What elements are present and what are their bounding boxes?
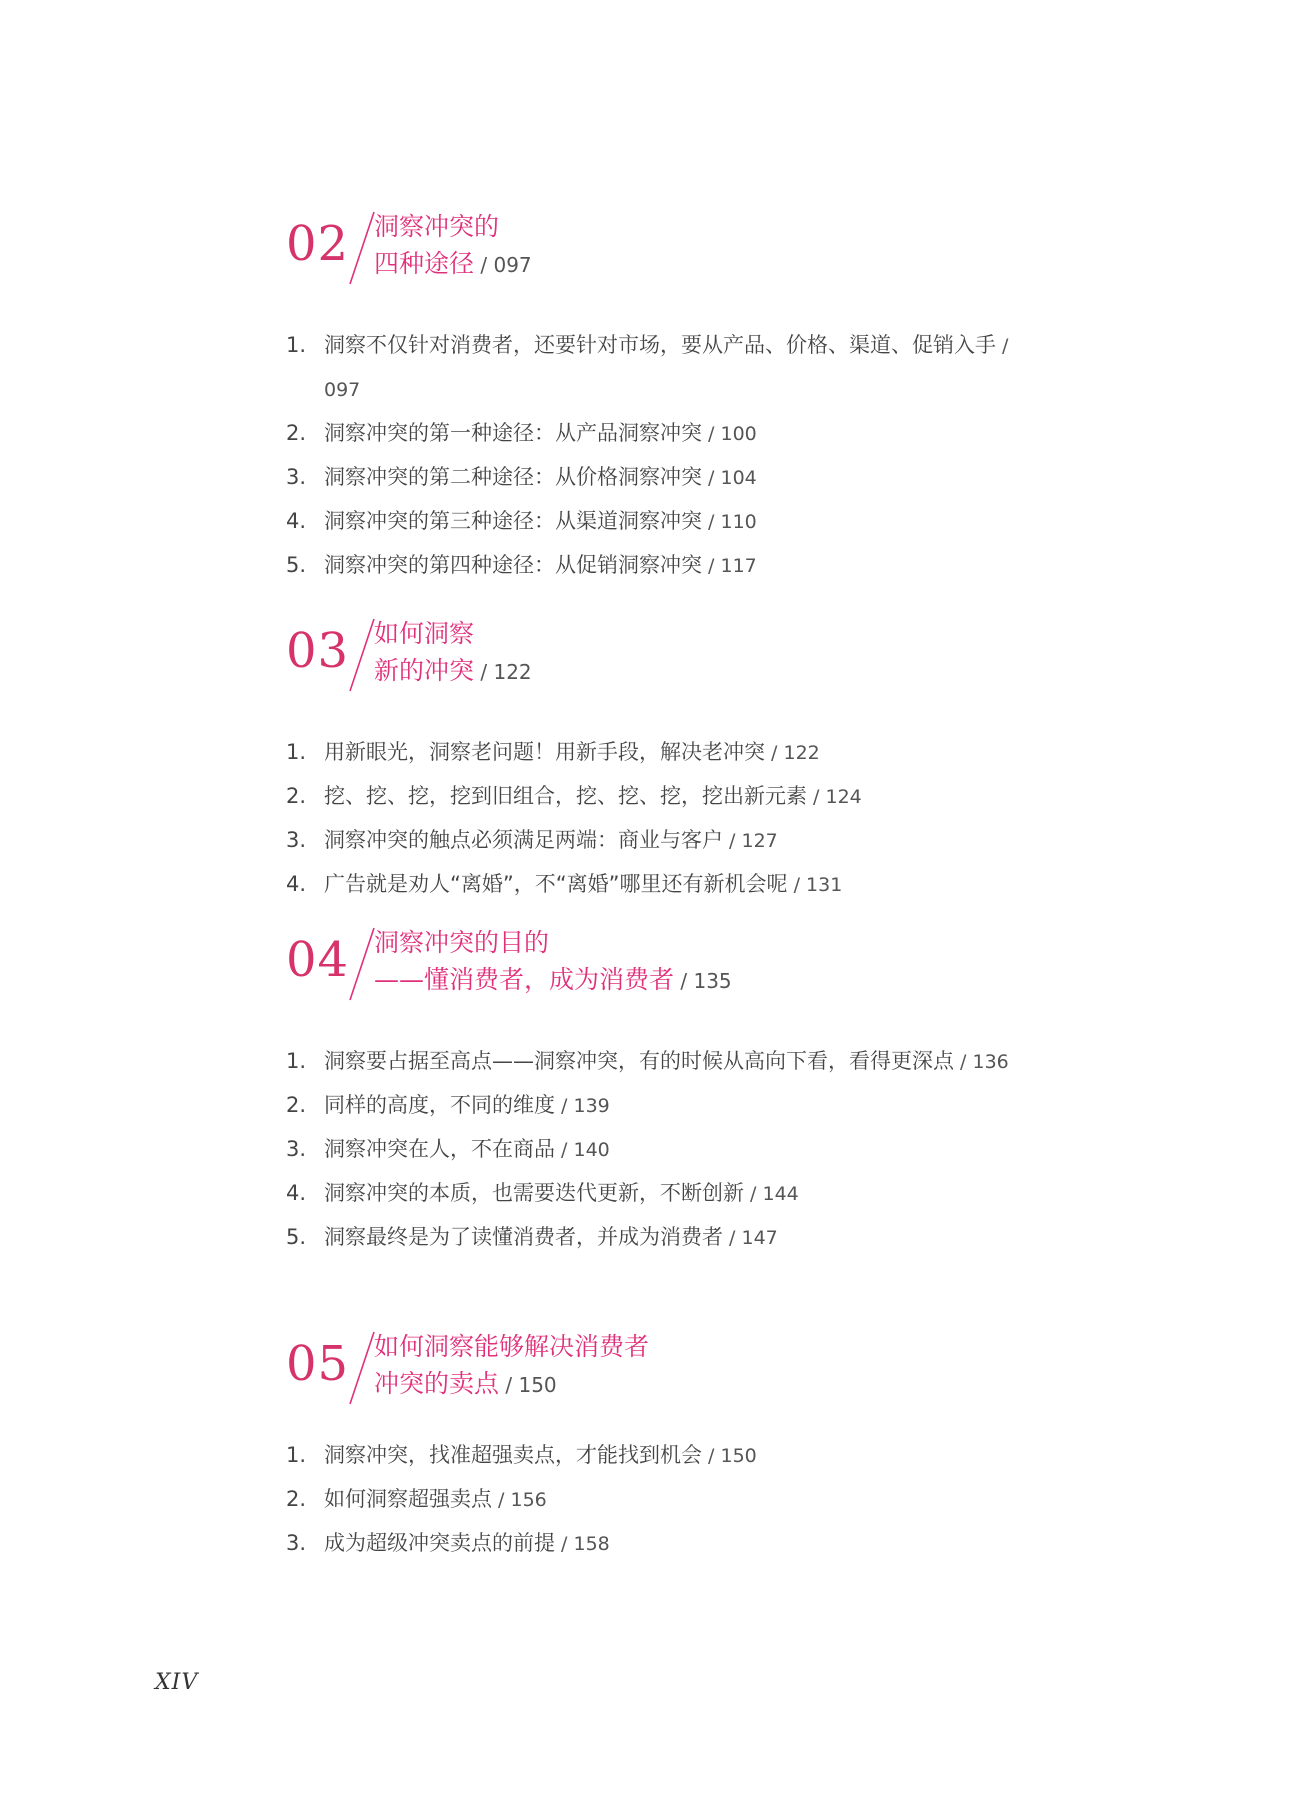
item-number: 2. [286, 1093, 307, 1117]
item-number: 2. [286, 1487, 307, 1511]
item-number: 4. [286, 872, 307, 896]
slash-divider-icon [348, 210, 376, 286]
section-heading [286, 615, 1046, 701]
section-page-number: / 150 [499, 1373, 557, 1397]
toc-item[interactable] [286, 324, 1046, 412]
item-page: / 117 [702, 555, 757, 577]
item-page: / 156 [492, 1489, 547, 1511]
section-title [374, 615, 532, 691]
item-page: / 158 [555, 1533, 610, 1555]
item-number: 3. [286, 828, 307, 852]
item-number: 2. [286, 421, 307, 445]
item-page: / 150 [702, 1445, 757, 1467]
item-number: 4. [286, 509, 307, 533]
item-title: 用新眼光，洞察老问题！用新手段，解决老冲突 [324, 740, 765, 764]
item-title: 如何洞察超强卖点 [324, 1487, 492, 1511]
section-title-line2: 冲突的卖点 [374, 1369, 500, 1398]
item-title: 洞察冲突，找准超强卖点，才能找到机会 [324, 1443, 702, 1467]
item-title: 洞察不仅针对消费者，还要针对市场，要从产品、价格、渠道、促销入手 [324, 333, 996, 357]
item-number: 3. [286, 465, 307, 489]
section-heading [286, 208, 1046, 294]
toc-item[interactable] [286, 1216, 1046, 1260]
toc-item[interactable] [286, 775, 1046, 819]
section-number: 02 [286, 216, 350, 272]
toc-item-list [286, 1040, 1046, 1260]
toc-item[interactable] [286, 412, 1046, 456]
section-title-line1: 洞察冲突的 [374, 212, 500, 241]
toc-item[interactable] [286, 819, 1046, 863]
item-page: / 100 [702, 423, 757, 445]
item-number: 2. [286, 784, 307, 808]
item-title: 洞察冲突的第四种途径：从促销洞察冲突 [324, 553, 702, 577]
toc-item[interactable] [286, 1040, 1046, 1084]
item-title: 挖、挖、挖，挖到旧组合，挖、挖、挖，挖出新元素 [324, 784, 807, 808]
item-number: 3. [286, 1531, 307, 1555]
toc-item[interactable] [286, 1522, 1046, 1566]
toc-section-02 [286, 208, 1046, 588]
toc-item[interactable] [286, 863, 1046, 907]
item-title: 广告就是劝人“离婚”，不“离婚”哪里还有新机会呢 [324, 872, 788, 896]
item-page: / 097 [324, 335, 1009, 401]
section-title [374, 1328, 649, 1404]
item-page: / 139 [555, 1095, 610, 1117]
toc-item[interactable] [286, 1128, 1046, 1172]
item-number: 4. [286, 1181, 307, 1205]
section-title [374, 924, 732, 1000]
section-title-line1: 如何洞察 [374, 619, 475, 648]
item-title: 同样的高度，不同的维度 [324, 1093, 555, 1117]
item-page: / 104 [702, 467, 757, 489]
item-title: 洞察冲突的第一种途径：从产品洞察冲突 [324, 421, 702, 445]
item-number: 5. [286, 1225, 307, 1249]
item-title: 洞察冲突的第二种途径：从价格洞察冲突 [324, 465, 702, 489]
toc-item-list [286, 731, 1046, 907]
toc-section-04 [286, 924, 1046, 1260]
item-number: 1. [286, 1049, 307, 1073]
item-number: 5. [286, 553, 307, 577]
item-page: / 110 [702, 511, 757, 533]
item-title: 成为超级冲突卖点的前提 [324, 1531, 555, 1555]
toc-section-03 [286, 615, 1046, 907]
section-page-number: / 097 [474, 253, 532, 277]
toc-item[interactable] [286, 456, 1046, 500]
item-page: / 131 [787, 874, 843, 896]
slash-divider-icon [348, 617, 376, 693]
toc-item-list [286, 324, 1046, 588]
toc-item[interactable] [286, 1434, 1046, 1478]
item-number: 1. [286, 333, 307, 357]
slash-divider-icon [348, 926, 376, 1002]
item-page: / 122 [765, 742, 820, 764]
toc-item-list [286, 1434, 1046, 1566]
slash-divider-icon [348, 1330, 376, 1406]
toc-item[interactable] [286, 500, 1046, 544]
section-title-line1: 如何洞察能够解决消费者 [374, 1332, 650, 1361]
page-folio: XIV [155, 1670, 199, 1695]
section-title-line1: 洞察冲突的目的 [374, 928, 550, 957]
item-page: / 144 [744, 1183, 799, 1205]
item-page: / 127 [723, 830, 778, 852]
item-page: / 147 [723, 1227, 778, 1249]
toc-item[interactable] [286, 544, 1046, 588]
section-page-number: / 135 [674, 969, 732, 993]
toc-item[interactable] [286, 1172, 1046, 1216]
item-title: 洞察冲突的第三种途径：从渠道洞察冲突 [324, 509, 702, 533]
section-number: 03 [286, 623, 350, 679]
item-page: / 136 [954, 1051, 1009, 1073]
toc-item[interactable] [286, 731, 1046, 775]
section-heading [286, 1328, 1046, 1414]
item-title: 洞察要占据至高点——洞察冲突，有的时候从高向下看，看得更深点 [324, 1049, 954, 1073]
item-number: 1. [286, 1443, 307, 1467]
section-number: 05 [286, 1336, 350, 1392]
item-page: / 140 [555, 1139, 610, 1161]
item-number: 3. [286, 1137, 307, 1161]
item-number: 1. [286, 740, 307, 764]
item-page: / 124 [807, 786, 862, 808]
section-title [374, 208, 532, 284]
section-heading [286, 924, 1046, 1010]
section-title-line2: 新的冲突 [374, 656, 475, 685]
section-page-number: / 122 [474, 660, 532, 684]
section-title-line2: ——懂消费者，成为消费者 [374, 965, 675, 994]
section-number: 04 [286, 932, 350, 988]
section-title-line2: 四种途径 [374, 249, 475, 278]
item-title: 洞察冲突的本质，也需要迭代更新，不断创新 [324, 1181, 744, 1205]
toc-item[interactable] [286, 1478, 1046, 1522]
item-title: 洞察冲突的触点必须满足两端：商业与客户 [324, 828, 723, 852]
toc-section-05 [286, 1328, 1046, 1566]
item-title: 洞察冲突在人，不在商品 [324, 1137, 555, 1161]
toc-item[interactable] [286, 1084, 1046, 1128]
item-title: 洞察最终是为了读懂消费者，并成为消费者 [324, 1225, 723, 1249]
